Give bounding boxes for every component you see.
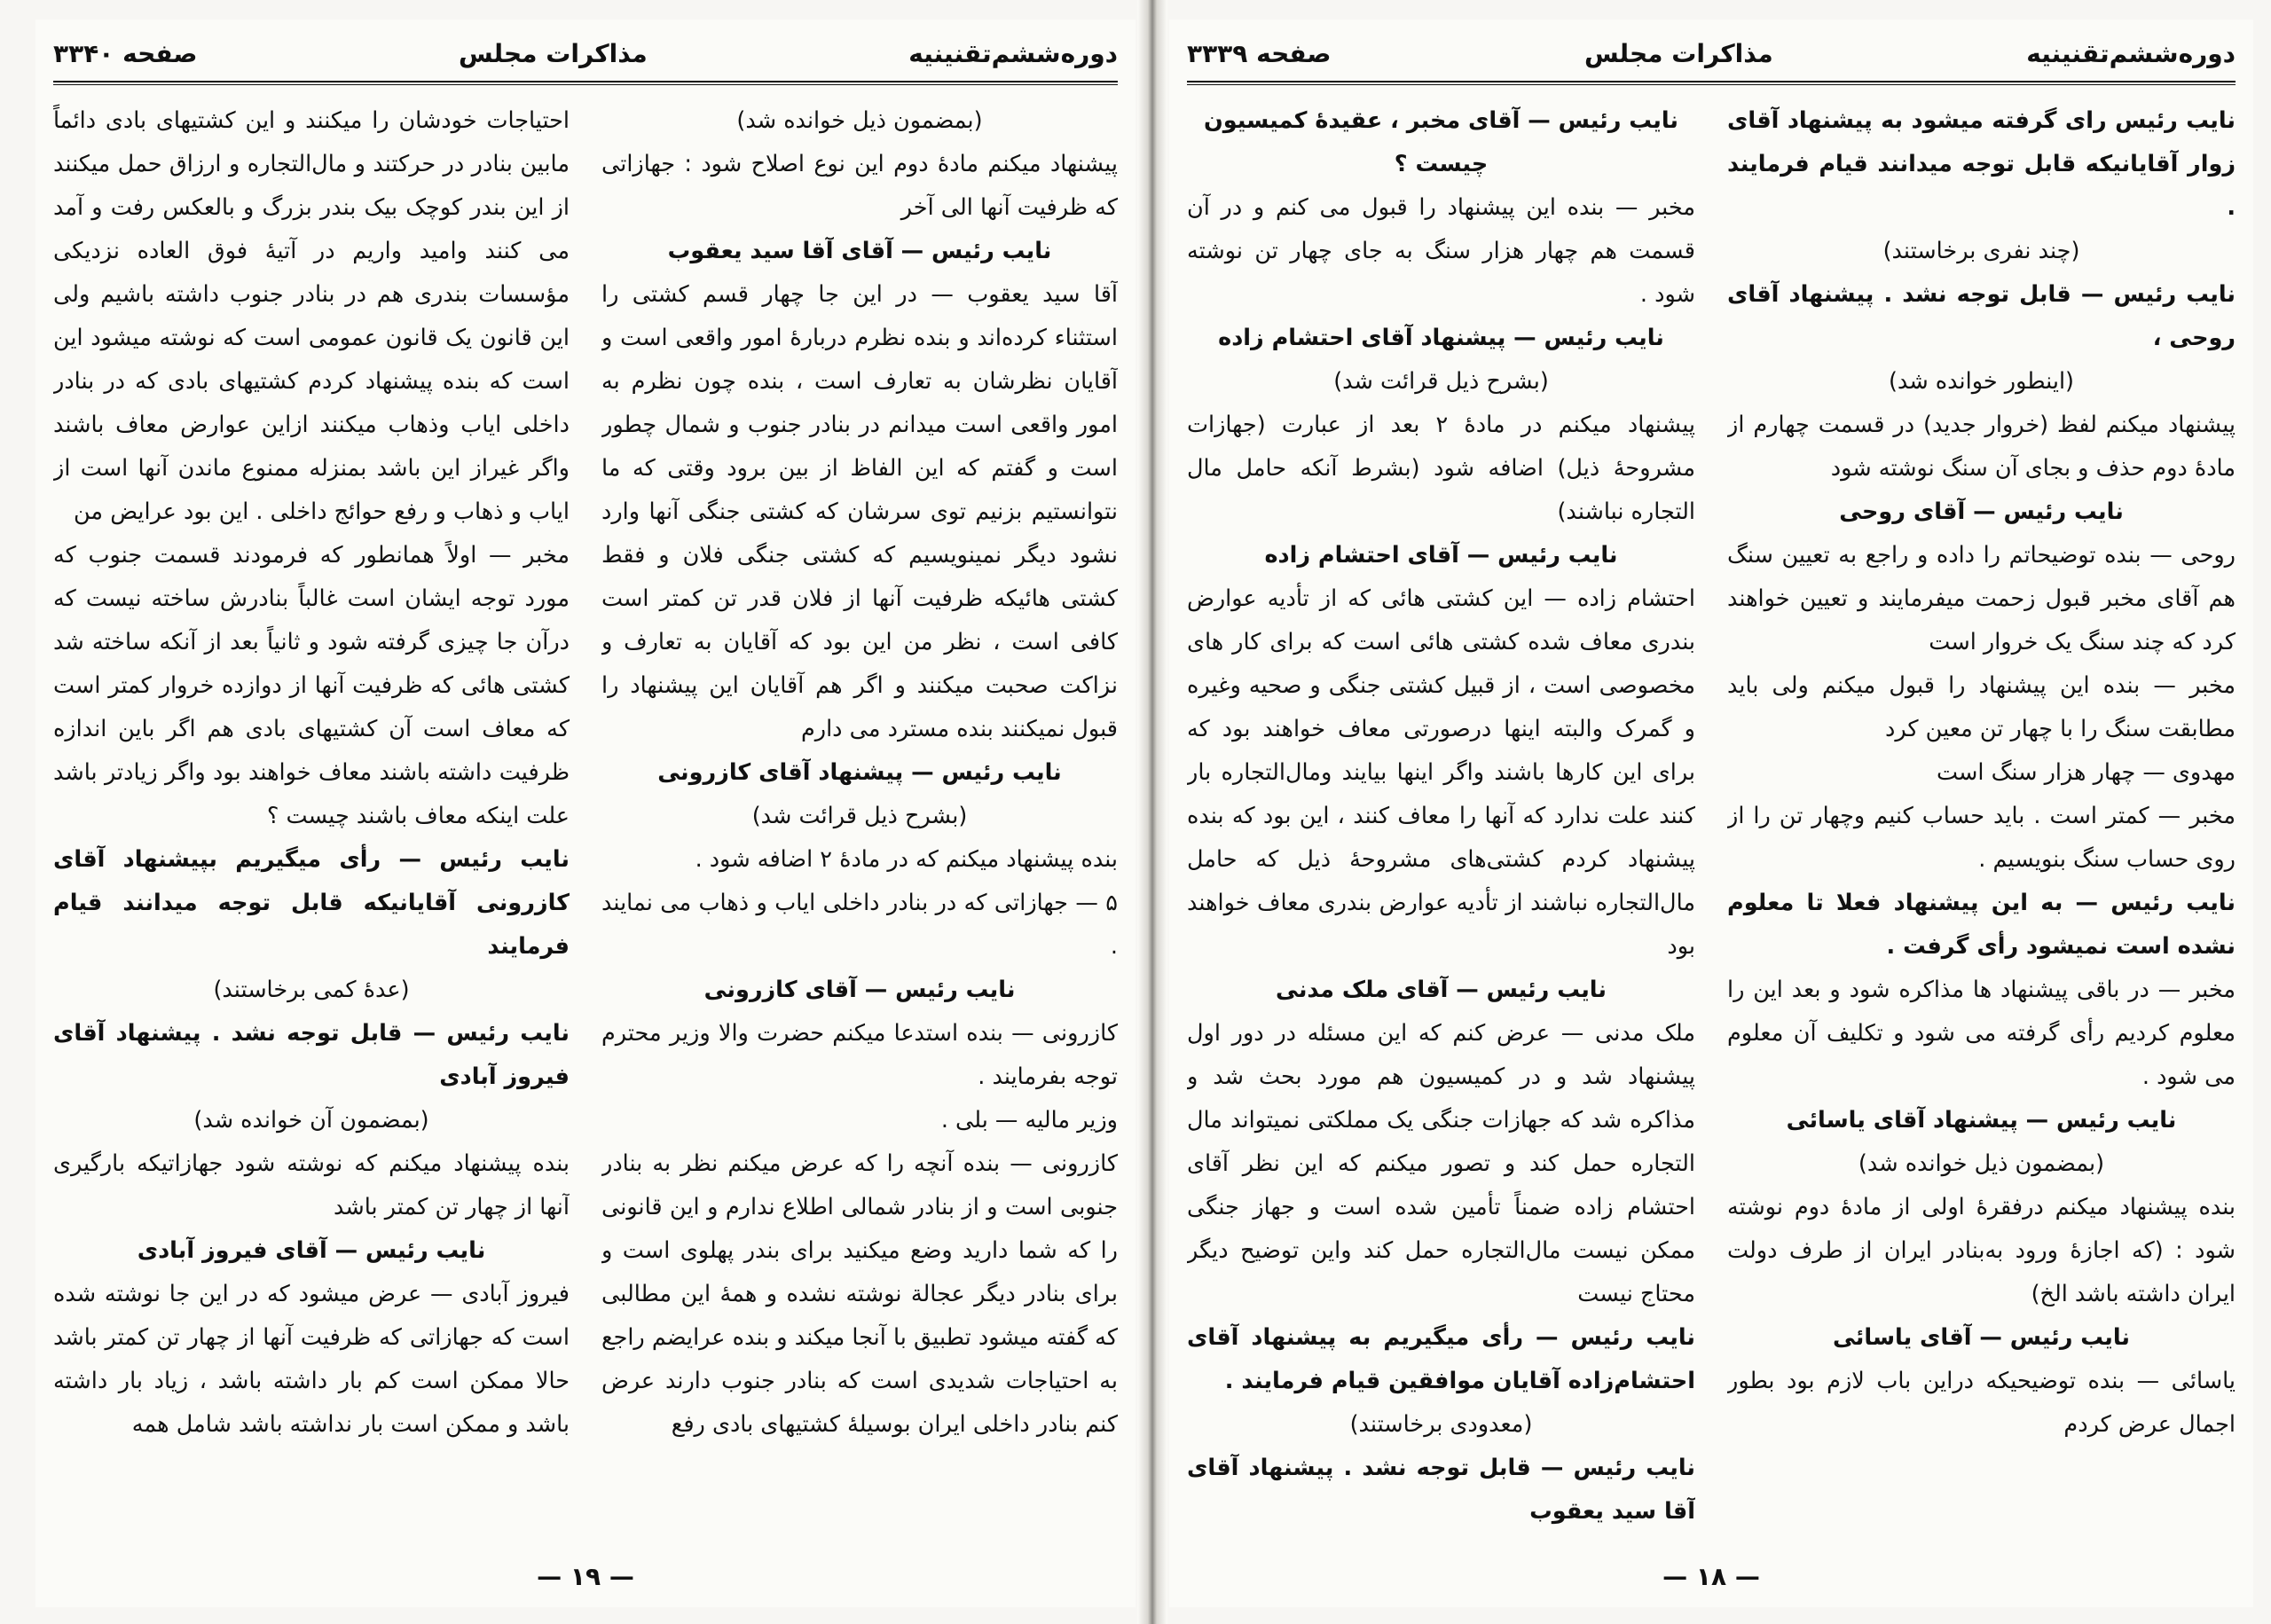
right-page-header	[1187, 27, 2236, 80]
paragraph: نایب رئیس — آقای احتشام زاده	[1264, 542, 1618, 569]
paragraph: پیشنهاد میکنم در مادۀ ۲ بعد از عبارت (جهازات مشروحۀ ذیل) اضافه شود (بشرط آنکه حامل مال التجاره نباشند)	[1187, 412, 1695, 525]
paragraph: یاسائی — بنده توضیحیکه دراین باب لازم بود بطور اجمال عرض کردم	[1727, 1368, 2236, 1438]
paragraph: نایب رئیس — آقای ملک مدنی	[1276, 977, 1607, 1003]
paragraph: نایب رئیس — آقای آقا سید یعقوب	[667, 238, 1052, 264]
paragraph: (بمضمون آن خوانده شد)	[193, 1107, 429, 1134]
paragraph: نایب رئیس — قابل توجه نشد . پیشنهاد آقای آقا سید یعقوب	[1187, 1455, 1695, 1525]
paragraph: مخبر — بنده این پیشنهاد را قبول می کنم و در آن قسمت هم چهار هزار سنگ به جای چهار تن نوشته شود .	[1187, 194, 1695, 308]
paragraph: نایب رئیس — پیشنهاد آقای کازرونی	[657, 759, 1062, 786]
paragraph: نایب رئیس — رأی میگیریم بپیشنهاد آقای کازرونی آقایانیکه قابل توجه میدانند قیام فرمایند	[53, 846, 570, 960]
header-rule	[1187, 81, 2236, 85]
paragraph: بنده پیشنهاد میکنم درفقرۀ اولی از مادۀ دوم نوشته شود : (که اجازۀ ورود به‌بنادر ایران از طرف دولت ایران داشته باشد الخ)	[1727, 1194, 2236, 1307]
paragraph: (معدودی برخاستند)	[1349, 1411, 1533, 1438]
paragraph: نایب رئیس — پیشنهاد آقای یاسائی	[1786, 1107, 2177, 1134]
paragraph: نایب رئیس — آقای روحی	[1839, 498, 2124, 525]
paragraph: بنده پیشنهاد میکنم که در مادۀ ۲ اضافه شود .	[695, 846, 1118, 873]
paragraph: نایب رئیس — پیشنهاد آقای احتشام زاده	[1218, 325, 1664, 351]
paragraph: (بمضمون ذیل خوانده شد)	[736, 107, 983, 134]
paragraph: مخبر — در باقی پیشنهاد ها مذاکره شود و بعد این را معلوم کردیم رأی گرفته می شود و تکلیف آن معلوم می شود .	[1727, 977, 2236, 1090]
left-page-column-right	[601, 99, 1118, 1536]
paragraph: نایب رئیس — آقای فیروز آبادی	[137, 1237, 486, 1264]
paragraph: آقا سید یعقوب — در این جا چهار قسم کشتی را استثناء کرده‌اند و بنده نظرم دربارۀ امور واقعی است و آقایان نظرشان به تعارف است ، بنده چون نظرم به امور واقعی است میدانم در بنادر جنوب و شمال چطور است و گفتم که این الفاظ از بین برود وقتی که ما نتوانستیم بزنیم توی سرشان که کشتی جنگی آنها وارد نشود دیگر نمینویسیم که کشتی جنگی فلان و فقط کشتی هائیکه ظرفیت آنها از فلان قدر تن کمتر است کافی است ، نظر من این بود که آقایان به تعارف و نزاکت صحبت میکنند و اگر هم آقایان این پیشنهاد را قبول نمیکنند بنده مسترد می دارم	[601, 281, 1118, 742]
paragraph: ۵ — جهازاتی که در بنادر داخلی ایاب و ذهاب می نمایند .	[601, 890, 1118, 960]
right-page-columns	[1187, 99, 2236, 1536]
paragraph: کازرونی — بنده استدعا میکنم حضرت والا وزیر محترم توجه بفرمایند .	[601, 1020, 1118, 1090]
paragraph: پیشنهاد میکنم مادۀ دوم این نوع اصلاح شود : جهازاتی که ظرفیت آنها الی آخر	[601, 151, 1118, 221]
paragraph: (بشرح ذیل قرائت شد)	[751, 803, 968, 829]
right-page-column-left	[1187, 99, 1695, 1536]
paragraph: نایب رئیس — آقای مخبر ، عقیدۀ کمیسیون چیست ؟	[1204, 107, 1678, 177]
paragraph: نایب رئیس — آقای کازرونی	[703, 977, 1016, 1003]
paragraph: مخبر — بنده این پیشنهاد را قبول میکنم ولی باید مطابقت سنگ را با چهار تن معین کرد	[1727, 672, 2236, 742]
paragraph: نایب رئیس — رأی میگیریم به پیشنهاد آقای احتشام‌زاده آقایان موافقین قیام فرمایند .	[1187, 1324, 1695, 1394]
paragraph: نایب رئیس — قابل توجه نشد . پیشنهاد آقای روحی ،	[1727, 281, 2236, 351]
paragraph: مهدوی — چهار هزار سنگ است	[1937, 759, 2236, 786]
paragraph: مخبر — کمتر است . باید حساب کنیم وچهار تن را از روی حساب سنگ بنویسیم .	[1727, 803, 2236, 873]
paragraph: مخبر — اولاً همانطور که فرمودند قسمت جنوب که مورد توجه ایشان است غالباً بنادرش ساخته نیست که درآن جا چیزی گرفته شود و ثانیاً بعد از آنکه ساخته شد کشتی هائی که ظرفیت آنها از دوازده خروار کمتر است که معاف است آن کشتیهای بادی هم اگر باین اندازه ظرفیت داشته باشند معاف خواهند بود واگر زیادتر باشد علت اینکه معاف باشند چیست ؟	[53, 542, 570, 829]
paragraph: نایب رئیس — قابل توجه نشد . پیشنهاد آقای فیروز آبادی	[53, 1020, 570, 1090]
paragraph: پیشنهاد میکنم لفظ (خروار جدید) در قسمت چهارم از مادۀ دوم حذف و بجای آن سنگ نوشته شود	[1727, 412, 2236, 482]
paragraph: (چند نفری برخاستند)	[1882, 238, 2080, 264]
paragraph: بنده پیشنهاد میکنم که نوشته شود جهازاتیکه بارگیری آنها از چهار تن کمتر باشد	[53, 1150, 570, 1220]
paragraph: ملک مدنی — عرض کنم که این مسئله در دور اول پیشنهاد شد و در کمیسیون هم مورد بحث شد و مذاکره شد که جهازات جنگی یک مملکتی نمیتواند مال التجاره حمل کند و تصور میکنم که این نظر آقای احتشام زاده ضمناً تأمین شده است و جهاز جنگی ممکن نیست مال‌التجاره حمل کند واین توضیح دیگر محتاج نیست	[1187, 1020, 1695, 1307]
book-gutter	[1137, 0, 1167, 1624]
paragraph: کازرونی — بنده آنچه را که عرض میکنم نظر به بنادر جنوبی است و از بنادر شمالی اطلاع ندارم و این قانونی را که شما دارید وضع میکنید برای بندر پهلوی است و برای بنادر دیگر عجالة نوشته نشده و همۀ این مطالبی که گفته میشود تطبیق با آنجا میکند و بنده عرایضم راجع به احتیاجات شدیدی است که بنادر جنوب دارند عرض کنم بنادر داخلی ایران بوسیلۀ کشتیهای بادی رفع	[601, 1150, 1118, 1438]
left-header-session: دوره‌ششم‌تقنینیه	[908, 38, 1118, 68]
header-rule	[53, 81, 1118, 85]
paragraph: نایب رئیس — آقای یاسائی	[1833, 1324, 2130, 1351]
left-page-header	[53, 27, 1118, 80]
paragraph: (بمضمون ذیل خوانده شد)	[1858, 1150, 2105, 1177]
paragraph: احتشام زاده — این کشتی هائی که از تأدیه عوارض بندری معاف شده کشتی هائی است که برای کار های مخصوصی است ، از قبیل کشتی جنگی و صحیه وغیره و گمرک والبته اینها درصورتی معاف خواهند بود که برای این کارها باشند واگر اینها بیایند ومال‌التجاره بار کنند علت ندارد که آنها را معاف کنند ، این بود که بنده پیشنهاد کردم کشتی‌های مشروحۀ ذیل که حامل مال‌التجاره نباشند از تأدیه عوارض بندری معاف خواهند بود	[1187, 585, 1695, 960]
right-header-page-number: صفحه ۳۳۳۹	[1187, 38, 1332, 68]
paragraph: وزیر مالیه — بلی .	[940, 1107, 1118, 1134]
right-page-column-right	[1727, 99, 2236, 1536]
right-page-footer-number: — ۱۸ —	[1662, 1562, 1760, 1591]
paragraph: (بشرح ذیل قرائت شد)	[1333, 368, 1549, 395]
paragraph: نایب رئیس رای گرفته میشود به پیشنهاد آقای زوار آقایانیکه قابل توجه میدانند قیام فرمایند .	[1727, 107, 2236, 221]
paragraph: روحی — بنده توضیحاتم را داده و راجع به تعیین سنگ هم آقای مخبر قبول زحمت میفرمایند و تعیین خواهند کرد که چند سنگ یک خروار است	[1727, 542, 2236, 655]
paragraph: احتیاجات خودشان را میکنند و این کشتیهای بادی دائماً مابین بنادر در حرکتند و مال‌التجاره و ارزاق حمل میکنند از این بندر کوچک بیک بندر بزرگ و بالعکس رفت و آمد می کنند وامید واریم در آتیۀ فوق العاده نزدیکی مؤسسات بندری هم در بنادر جنوب داشته باشیم ولی این قانون یک قانون عمومی است که نوشته میشود این است که بنده پیشنهاد کردم کشتیهای بادی که در بنادر داخلی ایاب وذهاب میکنند ازاین عوارض معاف باشند واگر غیراز این باشد بمنزله ممنوع ماندن آنها است از ایاب و ذهاب و رفع حوائج داخلی . این بود عرایض من	[53, 107, 570, 525]
left-page	[35, 20, 1136, 1607]
left-header-title: مذاکرات مجلس	[458, 38, 648, 68]
left-page-columns	[53, 99, 1118, 1536]
paragraph: (عدۀ کمی برخاستند)	[213, 977, 410, 1003]
paragraph: نایب رئیس — به این پیشنهاد فعلا تا معلوم نشده است نمیشود رأی گرفت .	[1727, 890, 2236, 960]
left-page-footer-number: — ۱۹ —	[537, 1562, 634, 1591]
right-page	[1169, 20, 2253, 1607]
paragraph: فیروز آبادی — عرض میشود که در این جا نوشته شده است که جهازاتی که ظرفیت آنها از چهار تن کمتر باشد حالا ممکن است کم بار داشته باشد ، زیاد بار داشته باشد و ممکن است بار نداشته باشد شامل همه	[53, 1281, 570, 1438]
paragraph: (اینطور خوانده شد)	[1888, 368, 2074, 395]
left-page-column-left	[53, 99, 570, 1536]
right-header-session: دوره‌ششم‌تقنینیه	[2026, 38, 2236, 68]
right-header-title: مذاکرات مجلس	[1583, 38, 1773, 68]
left-header-page-number: صفحه ۳۳۴۰	[53, 38, 198, 68]
